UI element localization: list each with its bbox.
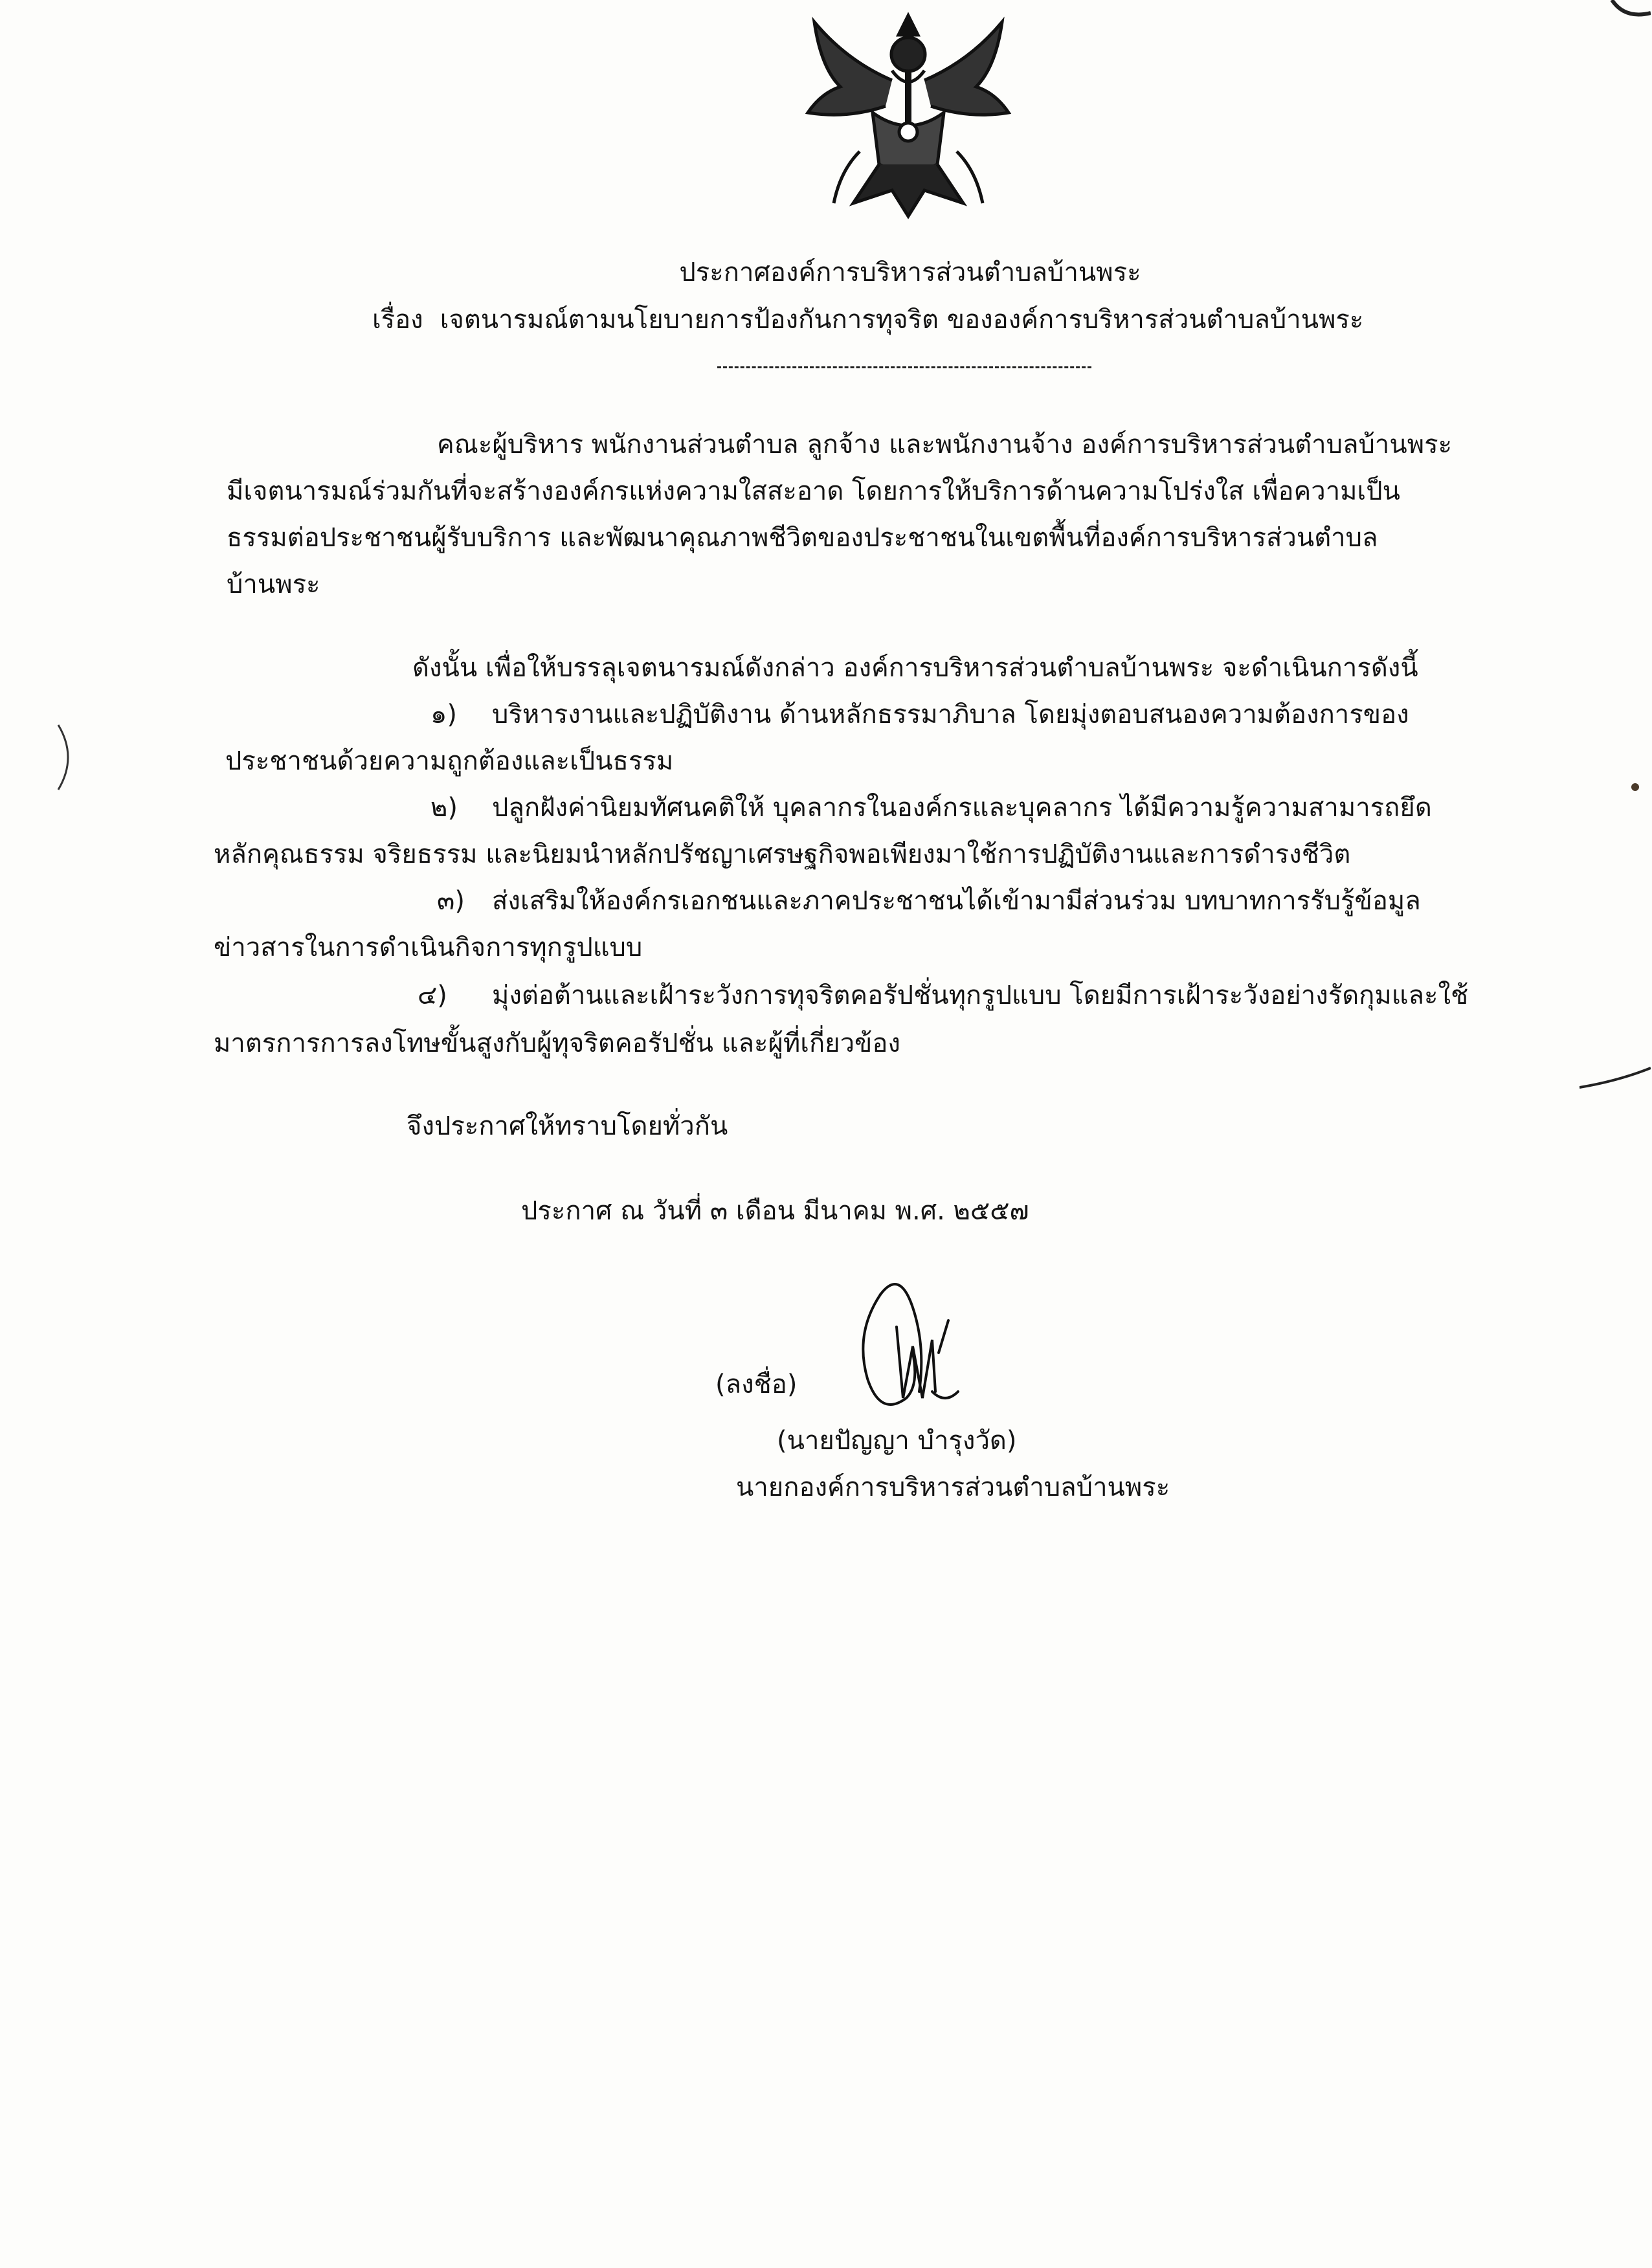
signature-label: (ลงชื่อ) xyxy=(715,1370,798,1399)
scan-artifact xyxy=(1599,0,1651,32)
action-3-number: ๓) xyxy=(437,886,465,916)
subject-line xyxy=(372,302,1363,338)
action-4-line-2: มาตรการการลงโทษขั้นสูงกับผู้ทุจริตคอรัปชั่น และผู้ที่เกี่ยวข้อง xyxy=(214,1028,900,1058)
intro-line-4: บ้านพระ xyxy=(227,570,320,599)
action-2-line-1: ปลูกฝังค่านิยมทัศนคติให้ บุคลากรในองค์กรและบุคลากร ได้มีความรู้ความสามารถยึด xyxy=(492,793,1432,823)
scan-artifact xyxy=(52,718,91,796)
signer-name: (นายปัญญา บำรุงวัด) xyxy=(777,1426,1017,1456)
announcement-title: ประกาศองค์การบริหารส่วนตำบลบ้านพระ xyxy=(679,258,1141,287)
action-1-line-2: ประชาชนด้วยความถูกต้องและเป็นธรรม xyxy=(225,746,674,776)
subject-text: เจตนารมณ์ตามนโยบายการป้องกันการทุจริต ขององค์การบริหารส่วนตำบลบ้านพระ xyxy=(440,305,1364,335)
intro-line-3: ธรรมต่อประชาชนผู้รับบริการ และพัฒนาคุณภาพชีวิตของประชาชนในเขตพื้นที่องค์การบริหารส่วนตำบล xyxy=(227,523,1378,553)
intro-line-2: มีเจตนารมณ์ร่วมกันที่จะสร้างองค์กรแห่งความใสสะอาด โดยการให้บริการด้านความโปร่งใส เพื่อความเป็น xyxy=(227,476,1400,506)
subject-label: เรื่อง xyxy=(372,305,423,335)
action-3-line-2: ข่าวสารในการดำเนินกิจการทุกรูปแบบ xyxy=(214,933,643,962)
action-1-line-1: บริหารงานและปฏิบัติงาน ด้านหลักธรรมาภิบาล โดยมุ่งตอบสนองความต้องการของ xyxy=(492,700,1409,729)
actions-lead: ดังนั้น เพื่อให้บรรลุเจตนารมณ์ดังกล่าว องค์การบริหารส่วนตำบลบ้านพระ จะดำเนินการดังนี้ xyxy=(412,653,1418,683)
scan-artifact xyxy=(1631,783,1639,791)
action-3-line-1: ส่งเสริมให้องค์กรเอกชนและภาคประชาชนได้เข้ามามีส่วนร่วม บทบาทการรับรู้ข้อมูล xyxy=(492,886,1421,916)
action-1-number: ๑) xyxy=(430,700,457,729)
garuda-emblem xyxy=(795,9,1021,223)
closing-notice: จึงประกาศให้ทราบโดยทั่วกัน xyxy=(407,1111,728,1141)
title-divider xyxy=(717,366,1091,368)
intro-line-1: คณะผู้บริหาร พนักงานส่วนตำบล ลูกจ้าง และพนักงานจ้าง องค์การบริหารส่วนตำบลบ้านพระ xyxy=(437,430,1453,460)
action-2-number: ๒) xyxy=(430,793,458,823)
action-4-number: ๔) xyxy=(418,981,447,1010)
action-2-line-2: หลักคุณธรรม จริยธรรม และนิยมนำหลักปรัชญาเศรษฐกิจพอเพียงมาใช้การปฏิบัติงานและการดำรงชีวิต xyxy=(214,839,1351,869)
handwritten-signature xyxy=(842,1269,984,1424)
scan-artifact xyxy=(1579,1062,1651,1100)
action-4-line-1: มุ่งต่อต้านและเฝ้าระวังการทุจริตคอรัปชั่นทุกรูปแบบ โดยมีการเฝ้าระวังอย่างรัดกุมและใช้ xyxy=(492,981,1469,1010)
signer-position: นายกองค์การบริหารส่วนตำบลบ้านพระ xyxy=(736,1473,1170,1502)
announcement-date: ประกาศ ณ วันที่ ๓ เดือน มีนาคม พ.ศ. ๒๕๕๗ xyxy=(521,1196,1029,1226)
